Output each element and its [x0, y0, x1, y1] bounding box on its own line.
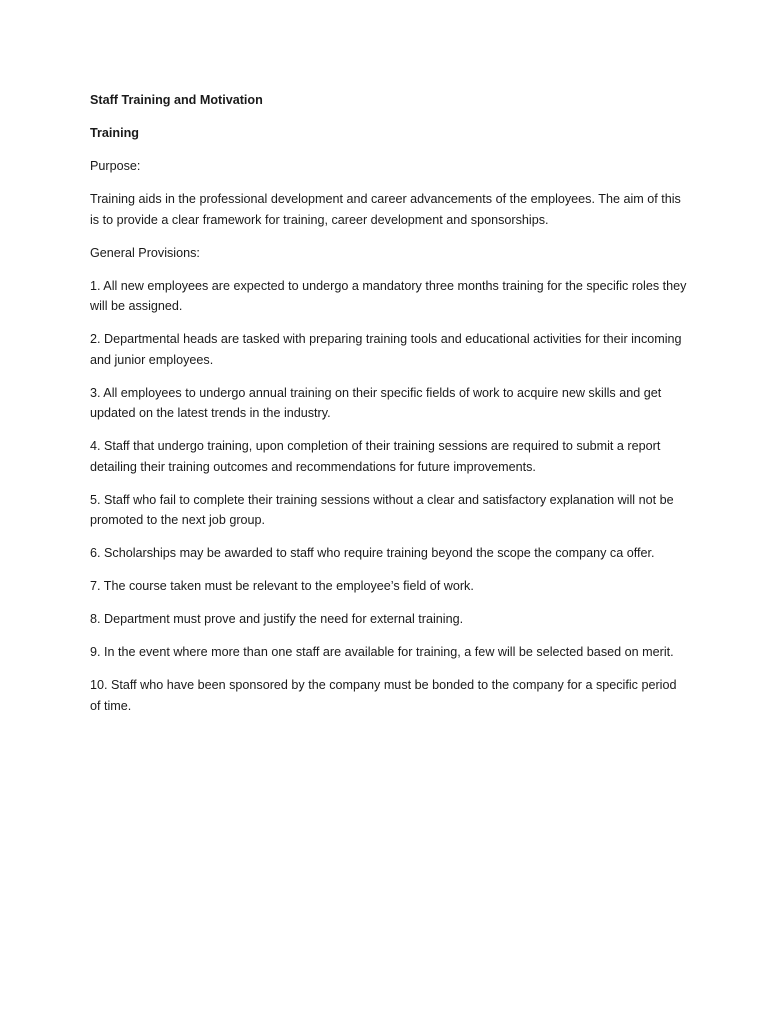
- provision-item: 5. Staff who fail to complete their training sessions without a clear and satisfactory explanation will not be promoted to the next job group.: [90, 492, 674, 527]
- purpose-label: Purpose:: [90, 159, 141, 173]
- provision-item: 8. Department must prove and justify the need for external training.: [90, 612, 464, 626]
- provision-item: 10. Staff who have been sponsored by the company must be bonded to the company for a specific period of time.: [90, 678, 677, 713]
- document-page: [90, 90, 690, 729]
- provision-item: 7. The course taken must be relevant to the employee’s field of work.: [90, 579, 474, 593]
- provision-item: 3. All employees to undergo annual training on their specific fields of work to acquire new skills and get updated on the latest trends in the industry.: [90, 385, 662, 420]
- provision-item: 9. In the event where more than one staff are available for training, a few will be selected based on merit.: [90, 645, 674, 659]
- provision-item: 4. Staff that undergo training, upon completion of their training sessions are required to submit a report detailing their training outcomes and recommendations for future improvements.: [90, 439, 661, 474]
- provision-item: 6. Scholarships may be awarded to staff who require training beyond the scope the company ca offer.: [90, 546, 655, 560]
- purpose-paragraph: Training aids in the professional development and career advancements of the employees. The aim of this is to provide a clear framework for training, career development and sponsorships.: [90, 192, 681, 227]
- section-heading: Training: [90, 126, 139, 140]
- document-title: Staff Training and Motivation: [90, 93, 263, 107]
- provision-item: 2. Departmental heads are tasked with preparing training tools and educational activities for their incoming and junior employees.: [90, 332, 682, 367]
- provision-item: 1. All new employees are expected to undergo a mandatory three months training for the specific roles they will be assigned.: [90, 278, 687, 313]
- provisions-label: General Provisions:: [90, 245, 200, 260]
